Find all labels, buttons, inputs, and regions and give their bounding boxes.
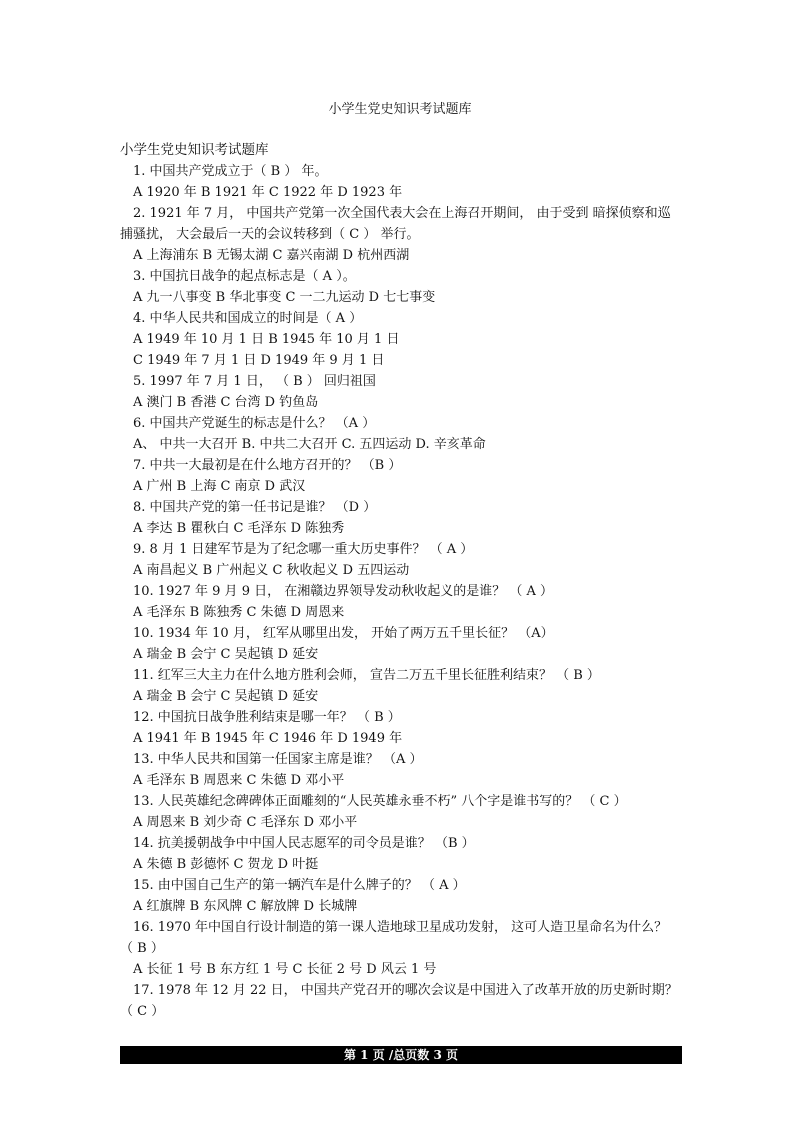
text-line: A 广州 B 上海 C 南京 D 武汉: [133, 479, 306, 494]
text-line: 13. 中华人民共和国第一任国家主席是谁？ （A ）: [133, 752, 423, 767]
text-line: 8. 中国共产党的第一任书记是谁？ （D ）: [133, 500, 377, 515]
text-line: 5. 1997 年 7 月 1 日， （ B ） 回归祖国: [133, 374, 376, 389]
text-line: A 九一八事变 B 华北事变 C 一二九运动 D 七七事变: [133, 290, 436, 305]
text-line: A 毛泽东 B 周恩来 C 朱德 D 邓小平: [133, 773, 345, 788]
text-line: 4. 中华人民共和国成立的时间是（ A ）: [133, 311, 363, 326]
text-line: A 瑞金 B 会宁 C 吴起镇 D 延安: [133, 689, 319, 704]
text-line: 15. 由中国自己生产的第一辆汽车是什么牌子的？ （ A ）: [133, 878, 466, 893]
text-line: （ C ）: [120, 1004, 165, 1019]
text-line: 17. 1978 年 12 月 22 日， 中国共产党召开的哪次会议是中国进入了改革开放的历史新时期？: [133, 983, 678, 998]
page-footer: 第 1 页 /总页数 3 页: [120, 1046, 682, 1064]
page-title: 小学生党史知识考试题库: [328, 102, 472, 117]
text-line: 2. 1921 年 7 月， 中国共产党第一次全国代表大会在上海召开期间， 由于受到 暗探侦察和巡: [133, 206, 671, 221]
document-body: [120, 140, 690, 1022]
text-line: （ B ）: [120, 941, 164, 956]
text-line: 3. 中国抗日战争的起点标志是（ A ）。: [133, 269, 356, 284]
text-line: C 1949 年 7 月 1 日 D 1949 年 9 月 1 日: [133, 353, 385, 368]
text-line: A 1920 年 B 1921 年 C 1922 年 D 1923 年: [133, 185, 403, 200]
text-line: A 南昌起义 B 广州起义 C 秋收起义 D 五四运动: [133, 563, 410, 578]
text-line: A 周恩来 B 刘少奇 C 毛泽东 D 邓小平: [133, 815, 358, 830]
text-line: 10. 1934 年 10 月， 红军从哪里出发， 开始了两万五千里长征？ （A）: [133, 626, 554, 641]
text-line: A 李达 B 瞿秋白 C 毛泽东 D 陈独秀: [133, 521, 345, 536]
text-line: 10. 1927 年 9 月 9 日， 在湘赣边界领导发动秋收起义的是谁？ （ A ）: [133, 584, 554, 599]
text-line: 12. 中国抗日战争胜利结束是哪一年？ （ B ）: [133, 710, 401, 725]
text-line: 7. 中共一大最初是在什么地方召开的？ （B ）: [133, 458, 402, 473]
text-line: 13. 人民英雄纪念碑碑体正面雕刻的“人民英雄永垂不朽” 八个字是谁书写的？ （ C ）: [133, 794, 627, 809]
text-line: A 1941 年 B 1945 年 C 1946 年 D 1949 年: [133, 731, 403, 746]
text-line: A、 中共一大召开 B. 中共二大召开 C. 五四运动 D. 辛亥革命: [133, 437, 486, 452]
text-line: 9. 8 月 1 日建军节是为了纪念哪一重大历史事件？ （ A ）: [133, 542, 474, 557]
document-subtitle: 小学生党史知识考试题库: [120, 142, 269, 158]
text-line: 11. 红军三大主力在什么地方胜利会师， 宣告二万五千里长征胜利结束？ （ B ）: [133, 668, 600, 683]
text-line: A 毛泽东 B 陈独秀 C 朱德 D 周恩来: [133, 605, 345, 620]
text-line: A 澳门 B 香港 C 台湾 D 钓鱼岛: [133, 395, 319, 410]
text-line: 6. 中国共产党诞生的标志是什么？ （A ）: [133, 416, 376, 431]
text-line: A 瑞金 B 会宁 C 吴起镇 D 延安: [133, 647, 319, 662]
text-line: A 1949 年 10 月 1 日 B 1945 年 10 月 1 日: [133, 332, 400, 347]
text-line: 1. 中国共产党成立于（ B ） 年。: [133, 164, 328, 179]
text-line: A 上海浦东 B 无锡太湖 C 嘉兴南湖 D 杭州西湖: [133, 248, 410, 263]
text-line: 16. 1970 年中国自行设计制造的第一课人造地球卫星成功发射， 这可人造卫星命名为什么？: [133, 920, 668, 935]
text-line: A 朱德 B 彭德怀 C 贺龙 D 叶挺: [133, 857, 319, 872]
text-line: 14. 抗美援朝战争中中国人民志愿军的司令员是谁？ （B ）: [133, 836, 475, 851]
text-line: 捕骚扰， 大会最后一天的会议转移到（ C ） 举行。: [120, 227, 420, 242]
text-line: A 长征 1 号 B 东方红 1 号 C 长征 2 号 D 风云 1 号: [133, 962, 437, 977]
text-line: A 红旗牌 B 东风牌 C 解放牌 D 长城牌: [133, 899, 358, 914]
